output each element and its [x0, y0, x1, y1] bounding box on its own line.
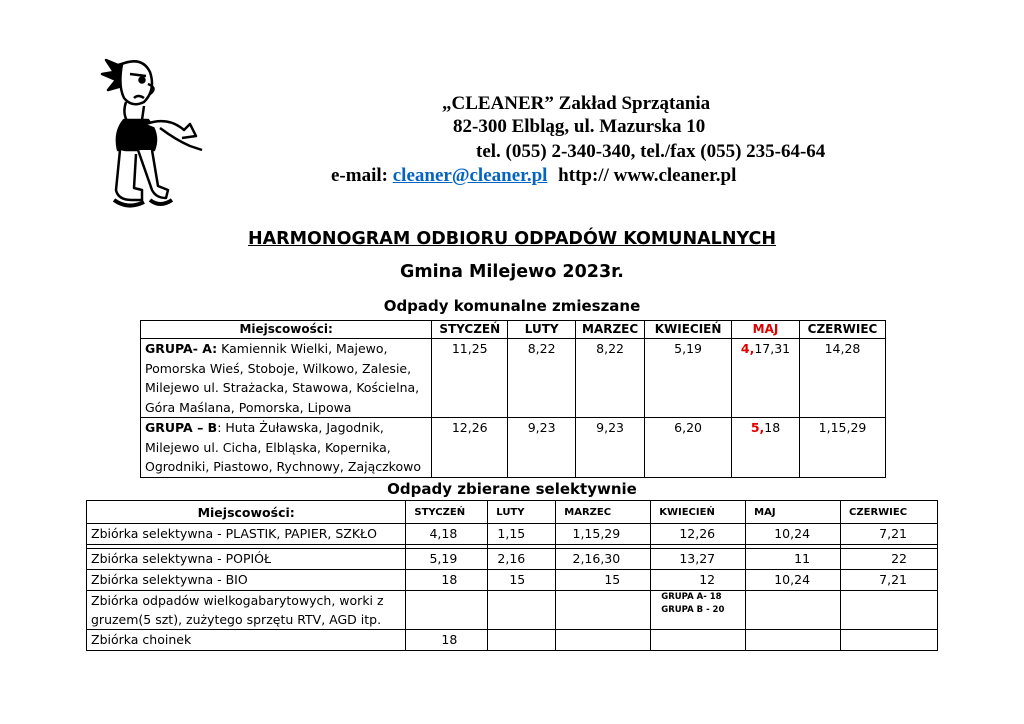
cell-may: [732, 418, 800, 478]
page-title: HARMONOGRAM ODBIORU ODPADÓW KOMUNALNYCH: [247, 229, 777, 249]
col-header-mar: MARZEC: [576, 321, 645, 339]
col-header-feb: LUTY: [508, 321, 576, 339]
table-row: [141, 339, 886, 418]
table-row: [87, 591, 938, 630]
mixed-waste-table: [140, 320, 886, 478]
cell-apr: 5,19: [645, 339, 732, 418]
cell-jan: [406, 591, 488, 630]
group-label: GRUPA- A:: [145, 341, 218, 356]
company-address: 82-300 Elbląg, ul. Mazurska 10: [453, 116, 706, 137]
group-places: : Huta Żuławska, Jagodnik, Milejewo ul. Cicha, Elbląska, Kopernika, Ogrodniki, Piastowo, Rychnowy, Zajączkowo: [145, 420, 421, 474]
cell-jun: 22: [841, 549, 938, 570]
cell-apr: 12,26: [651, 524, 746, 545]
table-row: [87, 630, 938, 651]
group-label: GRUPA – B: [145, 420, 218, 435]
group-cell: [141, 339, 432, 418]
apr-group-b-note: GRUPA B - 20: [661, 605, 725, 615]
cell-apr: [651, 591, 746, 630]
cell-apr: [651, 630, 746, 651]
cell-mar: 15: [556, 570, 651, 591]
cell-jun: 14,28: [800, 339, 886, 418]
email-label: e-mail:: [331, 165, 388, 186]
group-cell: [141, 418, 432, 478]
contact-line: [331, 165, 736, 187]
cell-jan: 5,19: [406, 549, 488, 570]
email-link[interactable]: cleaner@cleaner.pl: [392, 165, 548, 186]
cell-mar: [556, 630, 651, 651]
cell-feb: 1,15: [488, 524, 556, 545]
row-label: Zbiórka odpadów wielkogabarytowych, worki z gruzem(5 szt), zużytego sprzętu RTV, AGD itp.: [87, 591, 406, 630]
table-header-row: [141, 321, 886, 339]
cell-feb: 8,22: [508, 339, 576, 418]
cell-apr: 6,20: [645, 418, 732, 478]
row-label: Zbiórka selektywna - PLASTIK, PAPIER, SZKŁO: [87, 524, 406, 545]
col-header-jan: STYCZEŃ: [406, 501, 488, 524]
col-header-jun: CZERWIEC: [841, 501, 938, 524]
cell-mar: 2,16,30: [556, 549, 651, 570]
may-highlight: 4,: [740, 341, 755, 356]
col-header-may: MAJ: [746, 501, 841, 524]
col-header-may: MAJ: [732, 321, 800, 339]
may-rest: 18: [764, 420, 781, 435]
cell-may: 10,24: [746, 570, 841, 591]
cell-jun: [841, 630, 938, 651]
apr-group-a-note: GRUPA A- 18: [661, 592, 722, 602]
cell-jun: 7,21: [841, 570, 938, 591]
cell-feb: 15: [488, 570, 556, 591]
page-subtitle: Gmina Milejewo 2023r.: [400, 262, 624, 282]
cell-may: [746, 591, 841, 630]
cell-feb: 2,16: [488, 549, 556, 570]
selective-waste-table: [86, 500, 938, 651]
mixed-waste-heading: Odpady komunalne zmieszane: [383, 297, 641, 315]
col-header-jan: STYCZEŃ: [432, 321, 508, 339]
cell-apr: 12: [651, 570, 746, 591]
col-header-jun: CZERWIEC: [800, 321, 886, 339]
cell-may: [746, 630, 841, 651]
cell-may: 11: [746, 549, 841, 570]
cell-jan: 18: [406, 570, 488, 591]
cell-jan: 18: [406, 630, 488, 651]
cell-jan: 12,26: [432, 418, 508, 478]
col-header-places: Miejscowości:: [87, 501, 406, 524]
cell-mar: 9,23: [576, 418, 645, 478]
cell-may: [732, 339, 800, 418]
may-rest: 17,31: [754, 341, 791, 356]
row-label: Zbiórka selektywna - BIO: [87, 570, 406, 591]
cell-mar: 8,22: [576, 339, 645, 418]
table-header-row: [87, 501, 938, 524]
company-name: „CLEANER” Zakład Sprzątania: [442, 93, 711, 114]
company-phones: tel. (055) 2-340-340, tel./fax (055) 235-64-64: [476, 141, 826, 162]
col-header-apr: KWIECIEŃ: [651, 501, 746, 524]
cell-apr: 13,27: [651, 549, 746, 570]
group-places: Kamiennik Wielki, Majewo, Pomorska Wieś, Stoboje, Wilkowo, Zalesie, Milejewo ul. Strażacka, Stawowa, Kościelna, Góra Maślana, Pomorska, Lipowa: [145, 341, 420, 415]
col-header-feb: LUTY: [488, 501, 556, 524]
cell-jun: [841, 591, 938, 630]
cell-mar: 1,15,29: [556, 524, 651, 545]
cell-feb: 9,23: [508, 418, 576, 478]
table-row: [87, 570, 938, 591]
cell-jun: 1,15,29: [800, 418, 886, 478]
cell-may: 10,24: [746, 524, 841, 545]
cell-jan: 11,25: [432, 339, 508, 418]
cell-jan: 4,18: [406, 524, 488, 545]
website-text: http:// www.cleaner.pl: [558, 165, 737, 186]
cell-jun: 7,21: [841, 524, 938, 545]
col-header-places: Miejscowości:: [141, 321, 432, 339]
row-label: Zbiórka selektywna - POPIÓŁ: [87, 549, 406, 570]
table-row: [87, 549, 938, 570]
col-header-mar: MARZEC: [556, 501, 651, 524]
cleaner-mascot-logo: [98, 50, 213, 215]
table-row: [87, 524, 938, 545]
cell-feb: [488, 591, 556, 630]
col-header-apr: KWIECIEŃ: [645, 321, 732, 339]
may-highlight: 5,: [750, 420, 765, 435]
cell-mar: [556, 591, 651, 630]
selective-waste-heading: Odpady zbierane selektywnie: [387, 480, 637, 498]
cell-feb: [488, 630, 556, 651]
row-label: Zbiórka choinek: [87, 630, 406, 651]
table-row: [141, 418, 886, 478]
